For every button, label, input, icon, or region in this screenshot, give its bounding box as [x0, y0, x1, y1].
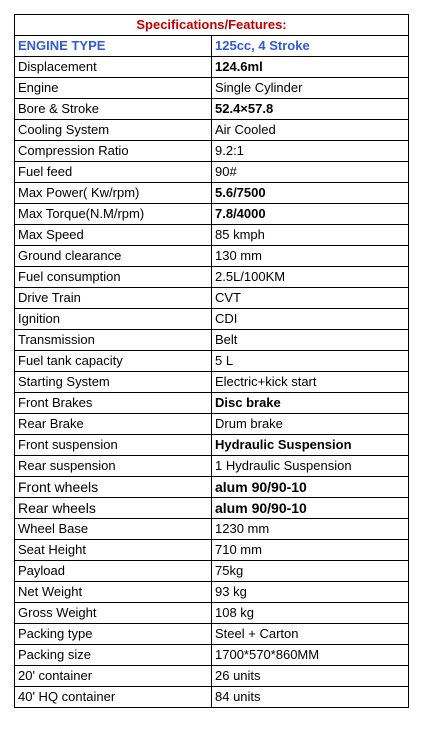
engine-type-row	[15, 36, 409, 57]
row-label: Max Speed	[15, 225, 212, 246]
row-value: Belt	[212, 330, 409, 351]
table-row	[15, 309, 409, 330]
row-label: Rear wheels	[15, 498, 212, 519]
row-label: Packing size	[15, 645, 212, 666]
row-value: Drum brake	[212, 414, 409, 435]
row-label: Ground clearance	[15, 246, 212, 267]
row-value: alum 90/90-10	[212, 477, 409, 498]
table-row	[15, 99, 409, 120]
row-value: Steel + Carton	[212, 624, 409, 645]
engine-type-value: 125cc, 4 Stroke	[212, 36, 409, 57]
table-title-row	[15, 15, 409, 36]
row-label: Seat Height	[15, 540, 212, 561]
row-label: Transmission	[15, 330, 212, 351]
row-value: 26 units	[212, 666, 409, 687]
table-row	[15, 456, 409, 477]
table-row	[15, 519, 409, 540]
specifications-table	[14, 14, 409, 708]
row-value: 90#	[212, 162, 409, 183]
row-label: Wheel Base	[15, 519, 212, 540]
table-row	[15, 435, 409, 456]
row-label: Drive Train	[15, 288, 212, 309]
table-row	[15, 57, 409, 78]
row-label: Gross Weight	[15, 603, 212, 624]
row-value: Disc brake	[212, 393, 409, 414]
row-value: 710 mm	[212, 540, 409, 561]
row-value: 5 L	[212, 351, 409, 372]
row-label: Payload	[15, 561, 212, 582]
table-row	[15, 330, 409, 351]
table-row	[15, 666, 409, 687]
row-value: 108 kg	[212, 603, 409, 624]
table-row	[15, 351, 409, 372]
row-label: Fuel consumption	[15, 267, 212, 288]
row-value: 1 Hydraulic Suspension	[212, 456, 409, 477]
table-row	[15, 225, 409, 246]
table-row	[15, 561, 409, 582]
row-label: 40' HQ container	[15, 687, 212, 708]
row-label: Rear suspension	[15, 456, 212, 477]
row-value: 7.8/4000	[212, 204, 409, 225]
row-label: Starting System	[15, 372, 212, 393]
table-row	[15, 141, 409, 162]
row-value: 9.2:1	[212, 141, 409, 162]
table-row	[15, 624, 409, 645]
table-row	[15, 603, 409, 624]
row-label: Net Weight	[15, 582, 212, 603]
table-row	[15, 204, 409, 225]
row-value: Electric+kick start	[212, 372, 409, 393]
engine-type-label: ENGINE TYPE	[15, 36, 212, 57]
row-value: 1700*570*860MM	[212, 645, 409, 666]
row-value: Single Cylinder	[212, 78, 409, 99]
row-label: Front wheels	[15, 477, 212, 498]
row-value: 5.6/7500	[212, 183, 409, 204]
row-value: 84 units	[212, 687, 409, 708]
row-value: 2.5L/100KM	[212, 267, 409, 288]
table-title: Specifications/Features:	[15, 15, 409, 36]
row-label: Max Power( Kw/rpm)	[15, 183, 212, 204]
row-label: Bore & Stroke	[15, 99, 212, 120]
row-value: 75kg	[212, 561, 409, 582]
row-label: Displacement	[15, 57, 212, 78]
table-row	[15, 498, 409, 519]
table-row	[15, 414, 409, 435]
row-label: Max Torque(N.M/rpm)	[15, 204, 212, 225]
table-row	[15, 687, 409, 708]
row-value: 85 kmph	[212, 225, 409, 246]
row-label: Front suspension	[15, 435, 212, 456]
row-label: Compression Ratio	[15, 141, 212, 162]
row-value: 1230 mm	[212, 519, 409, 540]
row-label: Engine	[15, 78, 212, 99]
table-row	[15, 372, 409, 393]
table-row	[15, 582, 409, 603]
row-value: 130 mm	[212, 246, 409, 267]
row-value: 124.6ml	[212, 57, 409, 78]
row-value: CVT	[212, 288, 409, 309]
table-row	[15, 120, 409, 141]
table-row	[15, 393, 409, 414]
row-value: Air Cooled	[212, 120, 409, 141]
row-value: CDI	[212, 309, 409, 330]
table-row	[15, 288, 409, 309]
row-label: Rear Brake	[15, 414, 212, 435]
table-row	[15, 477, 409, 498]
table-row	[15, 645, 409, 666]
row-value: 52.4×57.8	[212, 99, 409, 120]
row-label: 20' container	[15, 666, 212, 687]
row-label: Ignition	[15, 309, 212, 330]
table-row	[15, 162, 409, 183]
table-row	[15, 246, 409, 267]
row-label: Front Brakes	[15, 393, 212, 414]
table-row	[15, 267, 409, 288]
row-value: Hydraulic Suspension	[212, 435, 409, 456]
row-label: Fuel feed	[15, 162, 212, 183]
table-row	[15, 78, 409, 99]
row-label: Fuel tank capacity	[15, 351, 212, 372]
row-label: Cooling System	[15, 120, 212, 141]
table-row	[15, 540, 409, 561]
row-value: 93 kg	[212, 582, 409, 603]
table-row	[15, 183, 409, 204]
row-value: alum 90/90-10	[212, 498, 409, 519]
row-label: Packing type	[15, 624, 212, 645]
